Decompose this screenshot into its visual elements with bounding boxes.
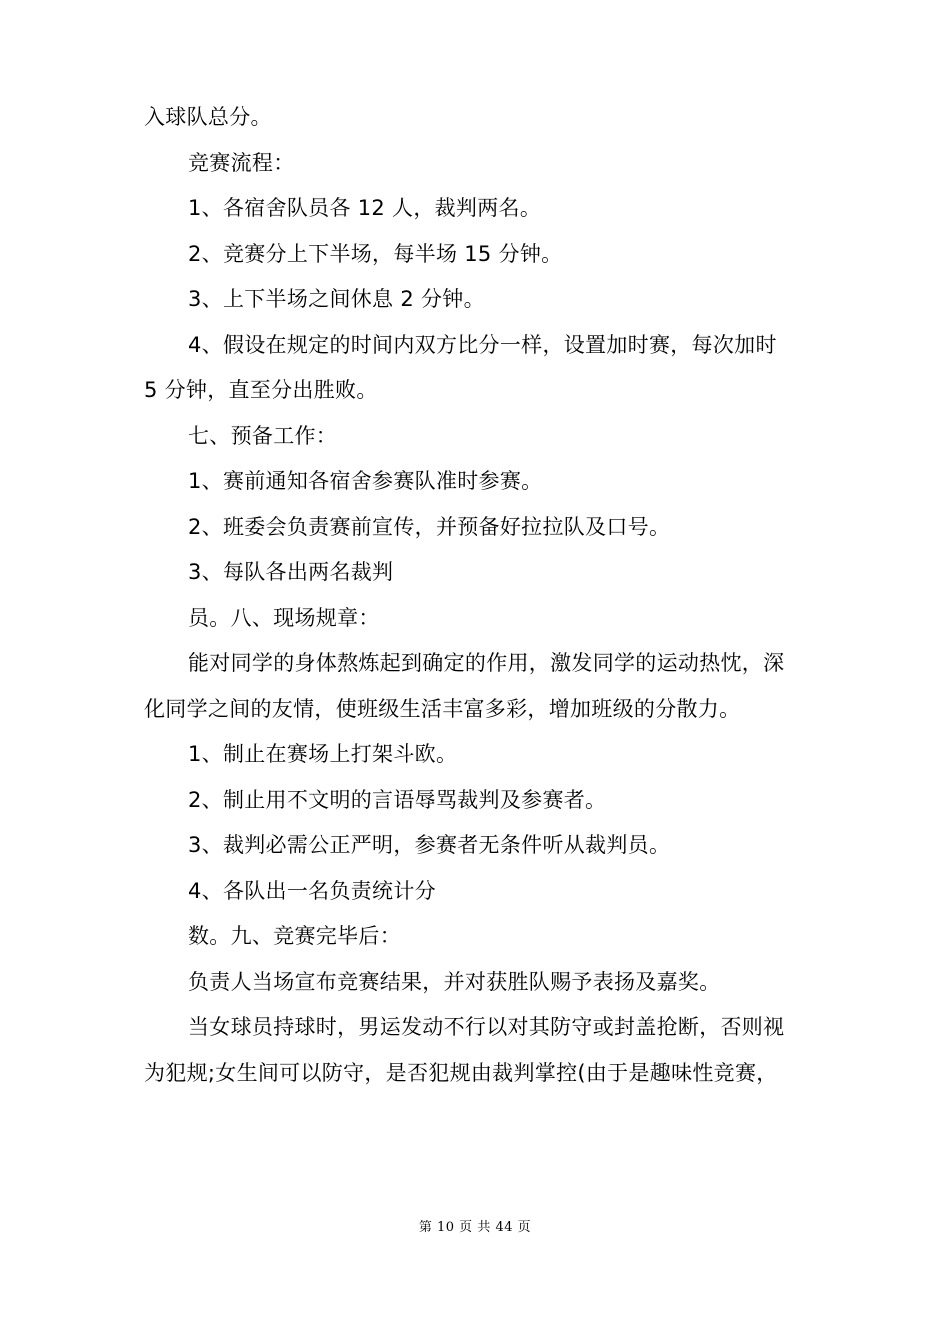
text-line: 4、假设在规定的时间内双方比分一样，设置加时赛，每次加时 xyxy=(188,332,777,357)
section-heading: 七、预备工作： xyxy=(188,423,338,448)
text-line: 1、制止在赛场上打架斗欧。 xyxy=(188,742,458,766)
text-line: 3、裁判必需公正严明，参赛者无条件听从裁判员。 xyxy=(188,833,671,857)
text-line: 3、每队各出两名裁判 xyxy=(188,560,394,584)
page-number-footer: 第 10 页 共 44 页 xyxy=(418,1220,532,1235)
text-line: 3、上下半场之间休息 2 分钟。 xyxy=(188,287,485,311)
text-line: 员。八、现场规章： xyxy=(188,605,380,630)
text-line: 负责人当场宣布竞赛结果，并对获胜队赐予表扬及嘉奖。 xyxy=(188,969,721,994)
text-line: 竞赛流程： xyxy=(188,150,295,175)
text-line: 2、班委会负责赛前宣传，并预备好拉拉队及口号。 xyxy=(188,514,671,539)
text-line: 能对同学的身体熬炼起到确定的作用，激发同学的运动热忱，深 xyxy=(188,651,785,675)
text-line: 入球队总分。 xyxy=(144,105,272,129)
text-line: 1、各宿舍队员各 12 人，裁判两名。 xyxy=(188,196,542,220)
text-line: 当女球员持球时，男运发动不行以对其防守或封盖抢断，否则视 xyxy=(188,1015,785,1039)
text-line: 4、各队出一名负责统计分 xyxy=(188,878,436,903)
text-line: 1、赛前通知各宿舍参赛队准时参赛。 xyxy=(188,469,543,493)
text-line: 化同学之间的友情，使班级生活丰富多彩，增加班级的分散力。 xyxy=(144,696,741,721)
text-line: 为犯规;女生间可以防守，是否犯规由裁判掌控(由于是趣味性竞赛， xyxy=(144,1060,778,1085)
document-body xyxy=(144,95,814,1096)
text-line: 数。九、竞赛完毕后： xyxy=(188,924,401,948)
text-line: 2、竞赛分上下半场，每半场 15 分钟。 xyxy=(188,241,563,266)
text-line: 2、制止用不文明的言语辱骂裁判及参赛者。 xyxy=(188,787,607,812)
text-line: 5 分钟，直至分出胜败。 xyxy=(144,378,378,402)
